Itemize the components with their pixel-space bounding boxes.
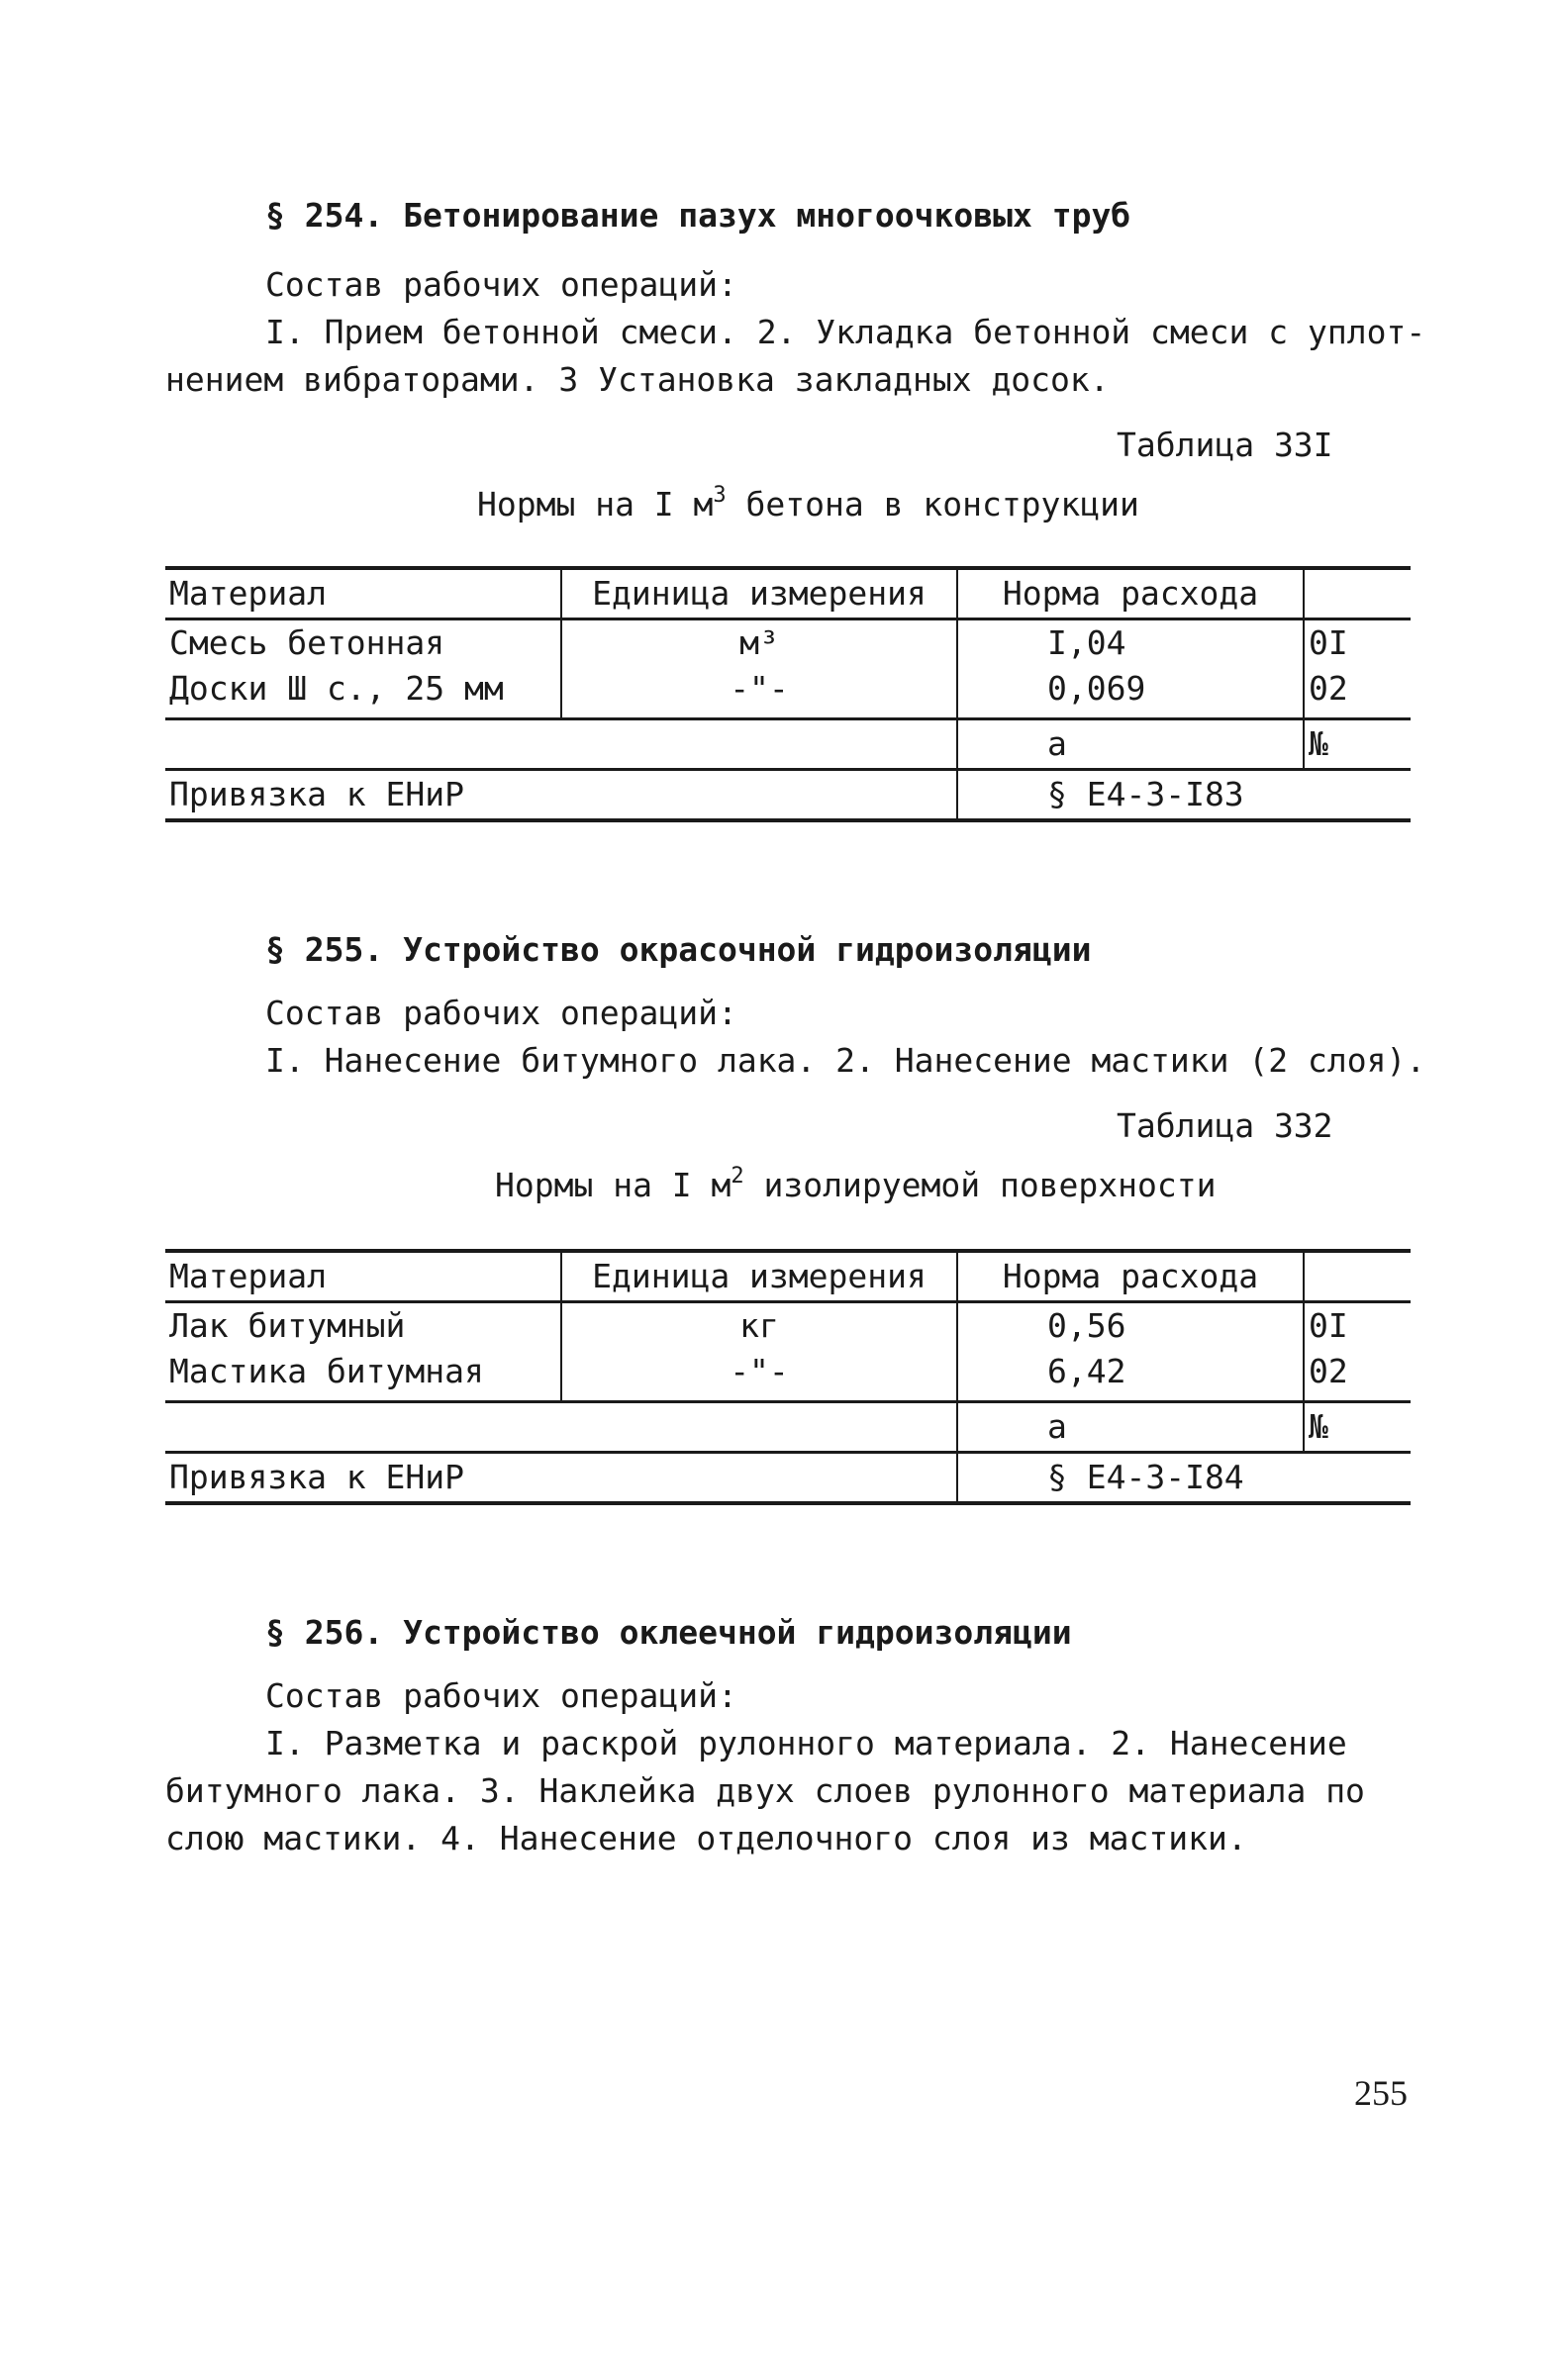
caption-pre: Нормы на I м bbox=[477, 485, 714, 524]
caption-post: бетона в конструкции bbox=[726, 485, 1139, 524]
header-unit: Единица измерения bbox=[561, 568, 957, 619]
header-norm: Норма расхода bbox=[957, 1251, 1304, 1302]
row-material: Мастика битумная bbox=[169, 1352, 484, 1390]
column-number-sign: № bbox=[1304, 719, 1411, 770]
row-material: Доски Ш с., 25 мм bbox=[169, 669, 504, 708]
column-number-sign: № bbox=[1304, 1402, 1411, 1453]
page-number: 255 bbox=[1354, 2073, 1408, 2113]
header-unit: Единица измерения bbox=[561, 1251, 957, 1302]
table-331 bbox=[165, 566, 1411, 822]
caption-pre: Нормы на I м bbox=[495, 1166, 732, 1204]
section-254-ops-label: Состав рабочих операций: bbox=[265, 265, 737, 304]
column-letter: а bbox=[957, 1402, 1304, 1453]
reference-value: § Е4-3-I84 bbox=[957, 1453, 1411, 1504]
row-norm: 6,42 bbox=[1047, 1352, 1126, 1390]
reference-label: Привязка к ЕНиР bbox=[165, 1453, 957, 1504]
section-254-ops-line1: I. Прием бетонной смеси. 2. Укладка бетонной смеси с уплот- bbox=[265, 313, 1426, 351]
column-index-row bbox=[165, 1402, 1411, 1453]
header-code bbox=[1304, 568, 1411, 619]
table-332-label: Таблица 332 bbox=[1117, 1106, 1333, 1145]
section-256-ops-line2: битумного лака. 3. Наклейка двух слоев рулонного материала по bbox=[165, 1771, 1365, 1810]
table-332-caption bbox=[495, 1164, 1217, 1204]
table-header-row bbox=[165, 1251, 1411, 1302]
table-body-rows bbox=[165, 619, 1411, 719]
caption-sup: 3 bbox=[713, 483, 727, 508]
row-unit: -"- bbox=[730, 1352, 789, 1390]
header-code bbox=[1304, 1251, 1411, 1302]
row-code: 0I bbox=[1309, 623, 1348, 662]
section-256-title: § 256. Устройство оклеечной гидроизоляции bbox=[265, 1613, 1072, 1652]
row-material: Лак битумный bbox=[169, 1306, 406, 1345]
table-body-rows bbox=[165, 1302, 1411, 1402]
section-256-ops-line3: слою мастики. 4. Нанесение отделочного слоя из мастики. bbox=[165, 1819, 1247, 1857]
column-letter: а bbox=[957, 719, 1304, 770]
section-255-ops-line1: I. Нанесение битумного лака. 2. Нанесение мастики (2 слоя). bbox=[265, 1041, 1426, 1080]
table-header-row bbox=[165, 568, 1411, 619]
row-norm: I,04 bbox=[1047, 623, 1126, 662]
reference-row bbox=[165, 770, 1411, 821]
row-code: 02 bbox=[1309, 1352, 1348, 1390]
row-code: 02 bbox=[1309, 669, 1348, 708]
header-material: Материал bbox=[165, 568, 561, 619]
section-254-title: § 254. Бетонирование пазух многоочковых труб bbox=[265, 196, 1131, 235]
header-norm: Норма расхода bbox=[957, 568, 1304, 619]
section-255-title: § 255. Устройство окрасочной гидроизоляции bbox=[265, 930, 1092, 969]
section-256-ops-label: Состав рабочих операций: bbox=[265, 1676, 737, 1715]
caption-sup: 2 bbox=[731, 1164, 744, 1189]
section-256-ops-line1: I. Разметка и раскрой рулонного материала. 2. Нанесение bbox=[265, 1724, 1347, 1762]
row-unit: м³ bbox=[739, 623, 779, 662]
section-255-ops-label: Состав рабочих операций: bbox=[265, 994, 737, 1032]
reference-row bbox=[165, 1453, 1411, 1504]
row-unit: кг bbox=[739, 1306, 779, 1345]
caption-post: изолируемой поверхности bbox=[743, 1166, 1217, 1204]
column-index-row bbox=[165, 719, 1411, 770]
row-code: 0I bbox=[1309, 1306, 1348, 1345]
section-254-ops-line2: нением вибраторами. 3 Установка закладных досок. bbox=[165, 360, 1110, 399]
row-norm: 0,56 bbox=[1047, 1306, 1126, 1345]
row-unit: -"- bbox=[730, 669, 789, 708]
header-material: Материал bbox=[165, 1251, 561, 1302]
table-331-caption bbox=[477, 483, 1139, 524]
table-332 bbox=[165, 1249, 1411, 1505]
reference-label: Привязка к ЕНиР bbox=[165, 770, 957, 821]
table-331-label: Таблица 33I bbox=[1117, 426, 1333, 464]
row-material: Смесь бетонная bbox=[169, 623, 445, 662]
reference-value: § Е4-3-I83 bbox=[957, 770, 1411, 821]
row-norm: 0,069 bbox=[1047, 669, 1146, 708]
